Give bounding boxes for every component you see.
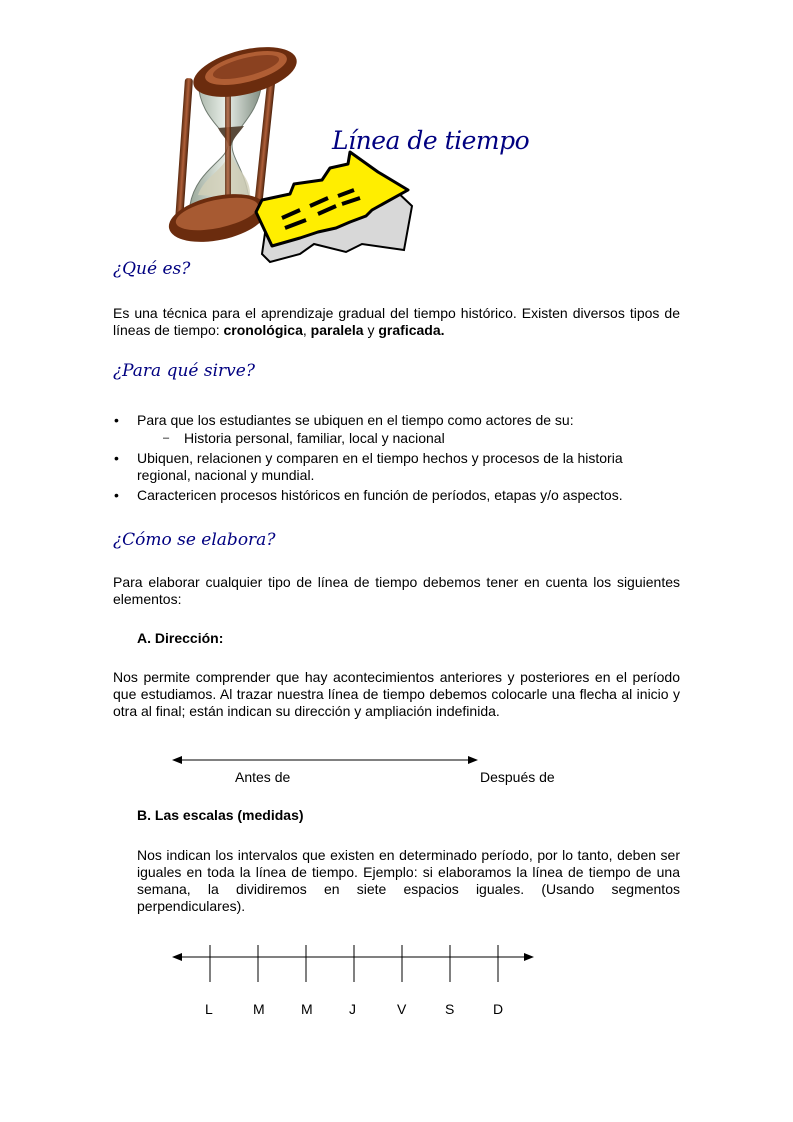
heading-para-que-sirve: ¿Para qué sirve? (113, 361, 255, 381)
heading-que-es: ¿Qué es? (113, 259, 191, 279)
scale-arrow-line (172, 953, 534, 961)
direction-arrow-line (172, 756, 478, 764)
label-escalas: B. Las escalas (medidas) (137, 807, 304, 823)
list-item: • Ubiquen, relacionen y comparen en el tiempo hechos y procesos de la historia regional, nacional y mundial. (113, 450, 680, 484)
page-title: Línea de tiempo (332, 126, 530, 155)
paragraph-que-es: Es una técnica para el aprendizaje gradual del tiempo histórico. Existen diversos tipos de líneas de tiempo: cronológica, paralela y graficada. (113, 305, 680, 338)
day-label: V (397, 1001, 407, 1017)
yellow-zigzag-arrow-icon (256, 152, 412, 262)
heading-como-se-elabora: ¿Cómo se elabora? (113, 530, 276, 550)
paragraph-intro: Para elaborar cualquier tipo de línea de tiempo debemos tener en cuenta los siguientes elementos: (113, 574, 680, 607)
label-antes-de: Antes de (235, 769, 291, 785)
bullet-list (113, 412, 680, 507)
paragraph-direccion: Nos permite comprender que hay acontecimientos anteriores y posteriores en el período que estudiamos. Al trazar nuestra línea de tiempo debemos colocarle una flecha al inicio y otra al final; están indican su dirección y ampliación indefinida. (113, 669, 680, 719)
list-item: • Para que los estudiantes se ubiquen en el tiempo como actores de su: – Historia personal, familiar, local y nacional (113, 412, 680, 447)
day-label: M (301, 1001, 313, 1017)
scale-ticks (210, 945, 498, 982)
day-label: J (349, 1001, 356, 1017)
day-label: S (445, 1001, 455, 1017)
list-item: • Caractericen procesos históricos en función de períodos, etapas y/o aspectos. (113, 487, 680, 504)
label-direccion: A. Dirección: (137, 630, 224, 646)
label-despues-de: Después de (480, 769, 555, 785)
day-label: D (493, 1001, 504, 1017)
day-label: M (253, 1001, 265, 1017)
paragraph-escalas: Nos indican los intervalos que existen en determinado período, por lo tanto, deben ser iguales en toda la línea de tiempo. Ejemplo: si elaboramos la línea de tiempo de una semana, la dividiremos en siete espacios iguales. (Usando segmentos perpendiculares). (137, 847, 680, 914)
day-label: L (205, 1001, 213, 1017)
sub-list-item: – Historia personal, familiar, local y nacional (137, 430, 680, 447)
